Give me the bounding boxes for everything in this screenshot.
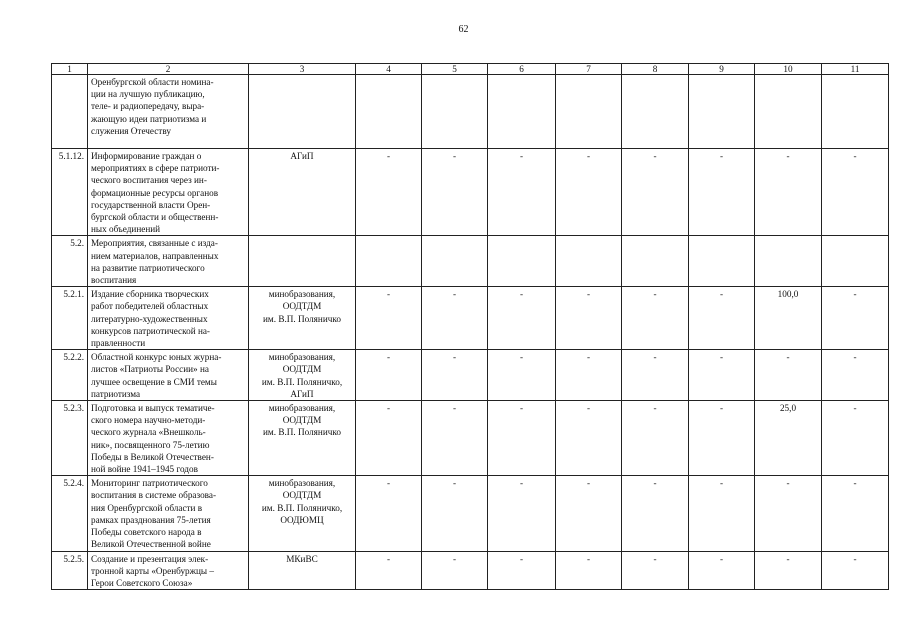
column-header: 5 [422,64,488,75]
funding-value-cell [755,75,822,149]
funding-value-cell: - [356,149,422,236]
item-number-cell: 5.2.1. [52,287,88,350]
funding-value-cell: - [822,287,889,350]
funding-value-cell: - [556,350,622,401]
measure-description-cell: Мероприятия, связанные с изда- нием материалов, направленных на развитие патриотического воспитания [88,236,249,287]
funding-value-cell: - [755,476,822,551]
funding-value-cell [622,75,689,149]
item-number-cell: 5.2.5. [52,551,88,590]
column-header: 6 [488,64,556,75]
funding-value-cell: - [822,551,889,590]
funding-value-cell: - [356,350,422,401]
column-number-row [52,64,889,75]
funding-value-cell: - [422,551,488,590]
funding-value-cell [755,236,822,287]
table-row [52,476,889,551]
funding-value-cell [488,236,556,287]
funding-value-cell: - [689,149,755,236]
measure-description-cell: Подготовка и выпуск тематиче- ского номера научно-методи- ческого журнала «Внешколь- ник», посвященного 75-летию Победы в Великой Отечествен- ной войне 1941–1945 годов [88,401,249,476]
funding-value-cell [822,236,889,287]
funding-value-cell: - [356,287,422,350]
funding-value-cell [488,75,556,149]
measure-description-cell: Оренбургской области номина- ции на лучшую публикацию, теле- и радиопередачу, выра- жающую идеи патриотизма и служения Отечеству [88,75,249,149]
funding-value-cell [556,236,622,287]
column-header: 4 [356,64,422,75]
funding-value-cell: - [422,149,488,236]
page-number: 62 [458,24,469,35]
funding-value-cell: - [689,401,755,476]
executor-cell: минобразования, ООДТДМ им. В.П. Поляничко [249,287,356,350]
column-header: 11 [822,64,889,75]
funding-value-cell [556,75,622,149]
table-row [52,236,889,287]
column-header: 3 [249,64,356,75]
funding-value-cell: - [755,350,822,401]
funding-value-cell: - [822,350,889,401]
item-number-cell: 5.2.2. [52,350,88,401]
column-header: 2 [88,64,249,75]
funding-value-cell: - [622,350,689,401]
funding-value-cell: - [422,401,488,476]
funding-value-cell [422,236,488,287]
funding-value-cell: - [356,401,422,476]
item-number-cell [52,75,88,149]
funding-value-cell [689,75,755,149]
funding-value-cell: - [689,350,755,401]
column-header: 8 [622,64,689,75]
funding-value-cell: - [822,476,889,551]
funding-value-cell: - [755,149,822,236]
column-header: 10 [755,64,822,75]
funding-value-cell: - [422,476,488,551]
funding-value-cell [622,236,689,287]
funding-value-cell: - [488,551,556,590]
funding-value-cell: - [356,476,422,551]
item-number-cell: 5.1.12. [52,149,88,236]
measure-description-cell: Создание и презентация элек- тронной карты «Оренбуржцы – Герои Советского Союза» [88,551,249,590]
funding-value-cell: - [488,287,556,350]
table-row [52,350,889,401]
funding-value-cell: - [556,401,622,476]
funding-value-cell: - [422,287,488,350]
funding-value-cell: - [622,287,689,350]
funding-value-cell: - [422,350,488,401]
funding-value-cell: - [488,476,556,551]
executor-cell: АГиП [249,149,356,236]
executor-cell [249,75,356,149]
funding-value-cell: - [556,287,622,350]
program-table [51,63,889,590]
column-header: 9 [689,64,755,75]
measure-description-cell: Информирование граждан о мероприятиях в сфере патриоти- ческого воспитания через ин- формационные ресурсы органов государственной власти Орен- бургской области и общественн- ных объединений [88,149,249,236]
funding-value-cell: - [556,476,622,551]
funding-value-cell: - [622,401,689,476]
executor-cell: минобразования, ООДТДМ им. В.П. Поляничко, АГиП [249,350,356,401]
table-row [52,75,889,149]
executor-cell [249,236,356,287]
table-row [52,401,889,476]
funding-value-cell: - [622,149,689,236]
funding-value-cell: - [822,149,889,236]
item-number-cell: 5.2.4. [52,476,88,551]
measure-description-cell: Областной конкурс юных журна- листов «Патриоты России» на лучшее освещение в СМИ темы патриотизма [88,350,249,401]
measure-description-cell: Издание сборника творческих работ победителей областных литературно-художественных конкурсов патриотической на- правленности [88,287,249,350]
funding-value-cell [356,236,422,287]
table-row [52,287,889,350]
executor-cell: минобразования, ООДТДМ им. В.П. Поляничко [249,401,356,476]
funding-value-cell: - [356,551,422,590]
funding-value-cell: - [755,551,822,590]
table-row [52,149,889,236]
funding-value-cell [689,236,755,287]
funding-value-cell: 25,0 [755,401,822,476]
funding-value-cell: 100,0 [755,287,822,350]
funding-value-cell: - [689,476,755,551]
funding-value-cell: - [556,551,622,590]
column-header: 1 [52,64,88,75]
funding-value-cell: - [689,551,755,590]
item-number-cell: 5.2.3. [52,401,88,476]
measure-description-cell: Мониторинг патриотического воспитания в системе образова- ния Оренбургской области в рамках празднования 75-летия Победы советского народа в Великой Отечественной войне [88,476,249,551]
funding-value-cell: - [622,476,689,551]
funding-value-cell: - [622,551,689,590]
funding-value-cell: - [689,287,755,350]
funding-value-cell: - [822,401,889,476]
column-header: 7 [556,64,622,75]
funding-value-cell [822,75,889,149]
funding-value-cell [356,75,422,149]
table-row [52,551,889,590]
funding-value-cell: - [556,149,622,236]
funding-value-cell [422,75,488,149]
executor-cell: минобразования, ООДТДМ им. В.П. Поляничко, ООДЮМЦ [249,476,356,551]
funding-value-cell: - [488,149,556,236]
funding-value-cell: - [488,401,556,476]
funding-value-cell: - [488,350,556,401]
item-number-cell: 5.2. [52,236,88,287]
executor-cell: МКиВС [249,551,356,590]
